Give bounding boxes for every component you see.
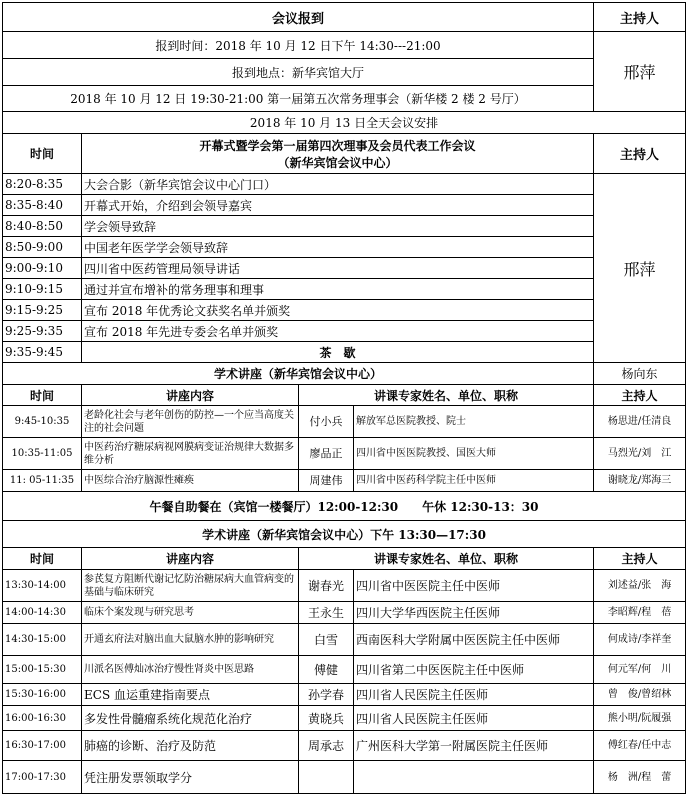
lecture-time: 16:30-17:00 [3,731,82,761]
lecture-time: 17:00-17:30 [3,761,82,794]
lecture-speaker-unit: 广州医科大学第一附属医院主任医师 [354,731,594,761]
lecture-speaker-name: 廖品正 [299,438,354,470]
lecture-speaker-name: 黄晓兵 [299,706,354,731]
opening-item-time: 8:50-9:00 [3,237,82,258]
lecture-topic: 参芪复方阻断代谢记忆防治糖尿病大血管病变的基础与临床研究 [82,570,299,602]
opening-item-time: 9:10-9:15 [3,279,82,300]
morning-lectures-title: 学术讲座（新华宾馆会议中心） [3,363,594,385]
lecture-topic: 老龄化社会与老年创伤的防控—一个应当高度关注的社会问题 [82,406,299,438]
lecture-topic: ECS 血运重建指南要点 [82,684,299,706]
lecture-time: 13:30-14:00 [3,570,82,602]
lecture-topic: 中医药治疗糖尿病视网膜病变证治规律大数据多维分析 [82,438,299,470]
lecture-host: 谢晓龙/郑海三 [594,470,686,492]
lecture-time: 16:00-16:30 [3,706,82,731]
lecture-speaker-name: 谢春光 [299,570,354,602]
lecture-speaker-unit: 西南医科大学附属中医医院主任中医师 [354,624,594,656]
lecture-host: 马烈光/刘 江 [594,438,686,470]
opening-host-header: 主持人 [594,134,686,174]
lecture-topic: 多发性骨髓瘤系统化规范化治疗 [82,706,299,731]
lecture-host: 刘述益/张 海 [594,570,686,602]
lecture-speaker-name: 付小兵 [299,406,354,438]
lecture-speaker-unit: 四川省中医医院主任中医师 [354,570,594,602]
lunch-break: 午餐自助餐在（宾馆一楼餐厅）12:00-12:30 午休 12:30-13：30 [3,492,686,521]
opening-item-time: 9:15-9:25 [3,300,82,321]
lecture-speaker-name: 周建伟 [299,470,354,492]
lecture-topic: 川派名医傅灿冰治疗慢性肾炎中医思路 [82,656,299,684]
lecture-time: 14:00-14:30 [3,602,82,624]
lecture-time: 15:30-16:00 [3,684,82,706]
opening-title-line1: 开幕式暨学会第一届第四次理事及会员代表工作会议 [199,138,476,153]
opening-item-time: 8:40-8:50 [3,216,82,237]
lecture-host: 杨 洲/程 蕾 [594,761,686,794]
lecture-topic: 开通玄府法对脑出血大鼠脑水肿的影响研究 [82,624,299,656]
registration-title: 会议报到 [3,3,594,32]
opening-item-time: 9:25-9:35 [3,321,82,342]
column-header-expert: 讲课专家姓名、单位、职称 [299,385,594,406]
registration-host: 邢萍 [594,32,686,112]
tea-break-time: 9:35-9:45 [3,342,82,363]
schedule-table [2,2,686,794]
opening-item-desc: 学会领导致辞 [82,216,594,237]
opening-item-desc: 中国老年医学学会领导致辞 [82,237,594,258]
column-header-time: 时间 [3,548,82,570]
lecture-speaker-unit: 四川省人民医院主任医师 [354,706,594,731]
opening-item-time: 8:20-8:35 [3,174,82,195]
opening-item-time: 8:35-8:40 [3,195,82,216]
day2-banner: 2018 年 10 月 13 日全天会议安排 [3,112,686,134]
lecture-speaker-name: 傅健 [299,656,354,684]
opening-item-desc: 四川省中医药管理局领导讲话 [82,258,594,279]
opening-title [82,134,594,174]
registration-location: 报到地点：新华宾馆大厅 [3,59,594,86]
afternoon-lectures-title: 学术讲座（新华宾馆会议中心）下午 13:30—17:30 [3,521,686,548]
lecture-speaker-name: 孙学春 [299,684,354,706]
lecture-speaker-name: 白雪 [299,624,354,656]
lecture-speaker-name: 周承志 [299,731,354,761]
lecture-speaker-unit [354,761,594,794]
column-header-content: 讲座内容 [82,385,299,406]
lecture-speaker-name: 王永生 [299,602,354,624]
opening-time-header: 时间 [3,134,82,174]
lecture-host: 杨思进/任清良 [594,406,686,438]
lecture-time: 15:00-15:30 [3,656,82,684]
opening-item-desc: 开幕式开始，介绍到会领导嘉宾 [82,195,594,216]
opening-title-line2: （新华宾馆会议中心） [277,155,398,170]
lecture-topic: 肺癌的诊断、治疗及防范 [82,731,299,761]
lecture-topic: 临床个案发现与研究思考 [82,602,299,624]
column-header-time: 时间 [3,385,82,406]
lecture-host: 李昭辉/程 蓓 [594,602,686,624]
registration-time: 报到时间：2018 年 10 月 12 日下午 14:30---21:00 [3,32,594,59]
opening-host: 邢萍 [594,174,686,363]
lecture-speaker-unit: 四川省中医药科学院主任中医师 [354,470,594,492]
lecture-speaker-unit: 四川省人民医院主任医师 [354,684,594,706]
lecture-time: 14:30-15:00 [3,624,82,656]
registration-meeting: 2018 年 10 月 12 日 19:30-21:00 第一届第五次常务理事会（新华楼 2 楼 2 号厅） [3,86,594,112]
column-header-host: 主持人 [594,385,686,406]
opening-item-desc: 大会合影（新华宾馆会议中心门口） [82,174,594,195]
lecture-host: 熊小明/阮履强 [594,706,686,731]
lecture-speaker-name [299,761,354,794]
lecture-topic: 凭注册发票领取学分 [82,761,299,794]
column-header-content: 讲座内容 [82,548,299,570]
lecture-topic: 中医综合治疗脑源性瘫痪 [82,470,299,492]
column-header-host: 主持人 [594,548,686,570]
lecture-host: 何成诗/李祥奎 [594,624,686,656]
lecture-host: 何元军/何 川 [594,656,686,684]
opening-item-desc: 通过并宣布增补的常务理事和理事 [82,279,594,300]
opening-item-desc: 宣布 2018 年先进专委会名单并颁奖 [82,321,594,342]
lecture-speaker-unit: 四川省第二中医医院主任中医师 [354,656,594,684]
morning-lectures-host: 杨向东 [594,363,686,385]
lecture-host: 曾 俊/曾绍林 [594,684,686,706]
lecture-time: 11: 05-11:35 [3,470,82,492]
lecture-host: 傅红春/任中志 [594,731,686,761]
opening-item-desc: 宣布 2018 年优秀论文获奖名单并颁奖 [82,300,594,321]
registration-host-header: 主持人 [594,3,686,32]
lecture-time: 10:35-11:05 [3,438,82,470]
lecture-time: 9:45-10:35 [3,406,82,438]
lecture-speaker-unit: 解放军总医院教授、院士 [354,406,594,438]
column-header-expert: 讲课专家姓名、单位、职称 [299,548,594,570]
lecture-speaker-unit: 四川大学华西医院主任医师 [354,602,594,624]
opening-item-time: 9:00-9:10 [3,258,82,279]
tea-break-label: 茶 歇 [82,342,594,363]
lecture-speaker-unit: 四川省中医医院教授、国医大师 [354,438,594,470]
